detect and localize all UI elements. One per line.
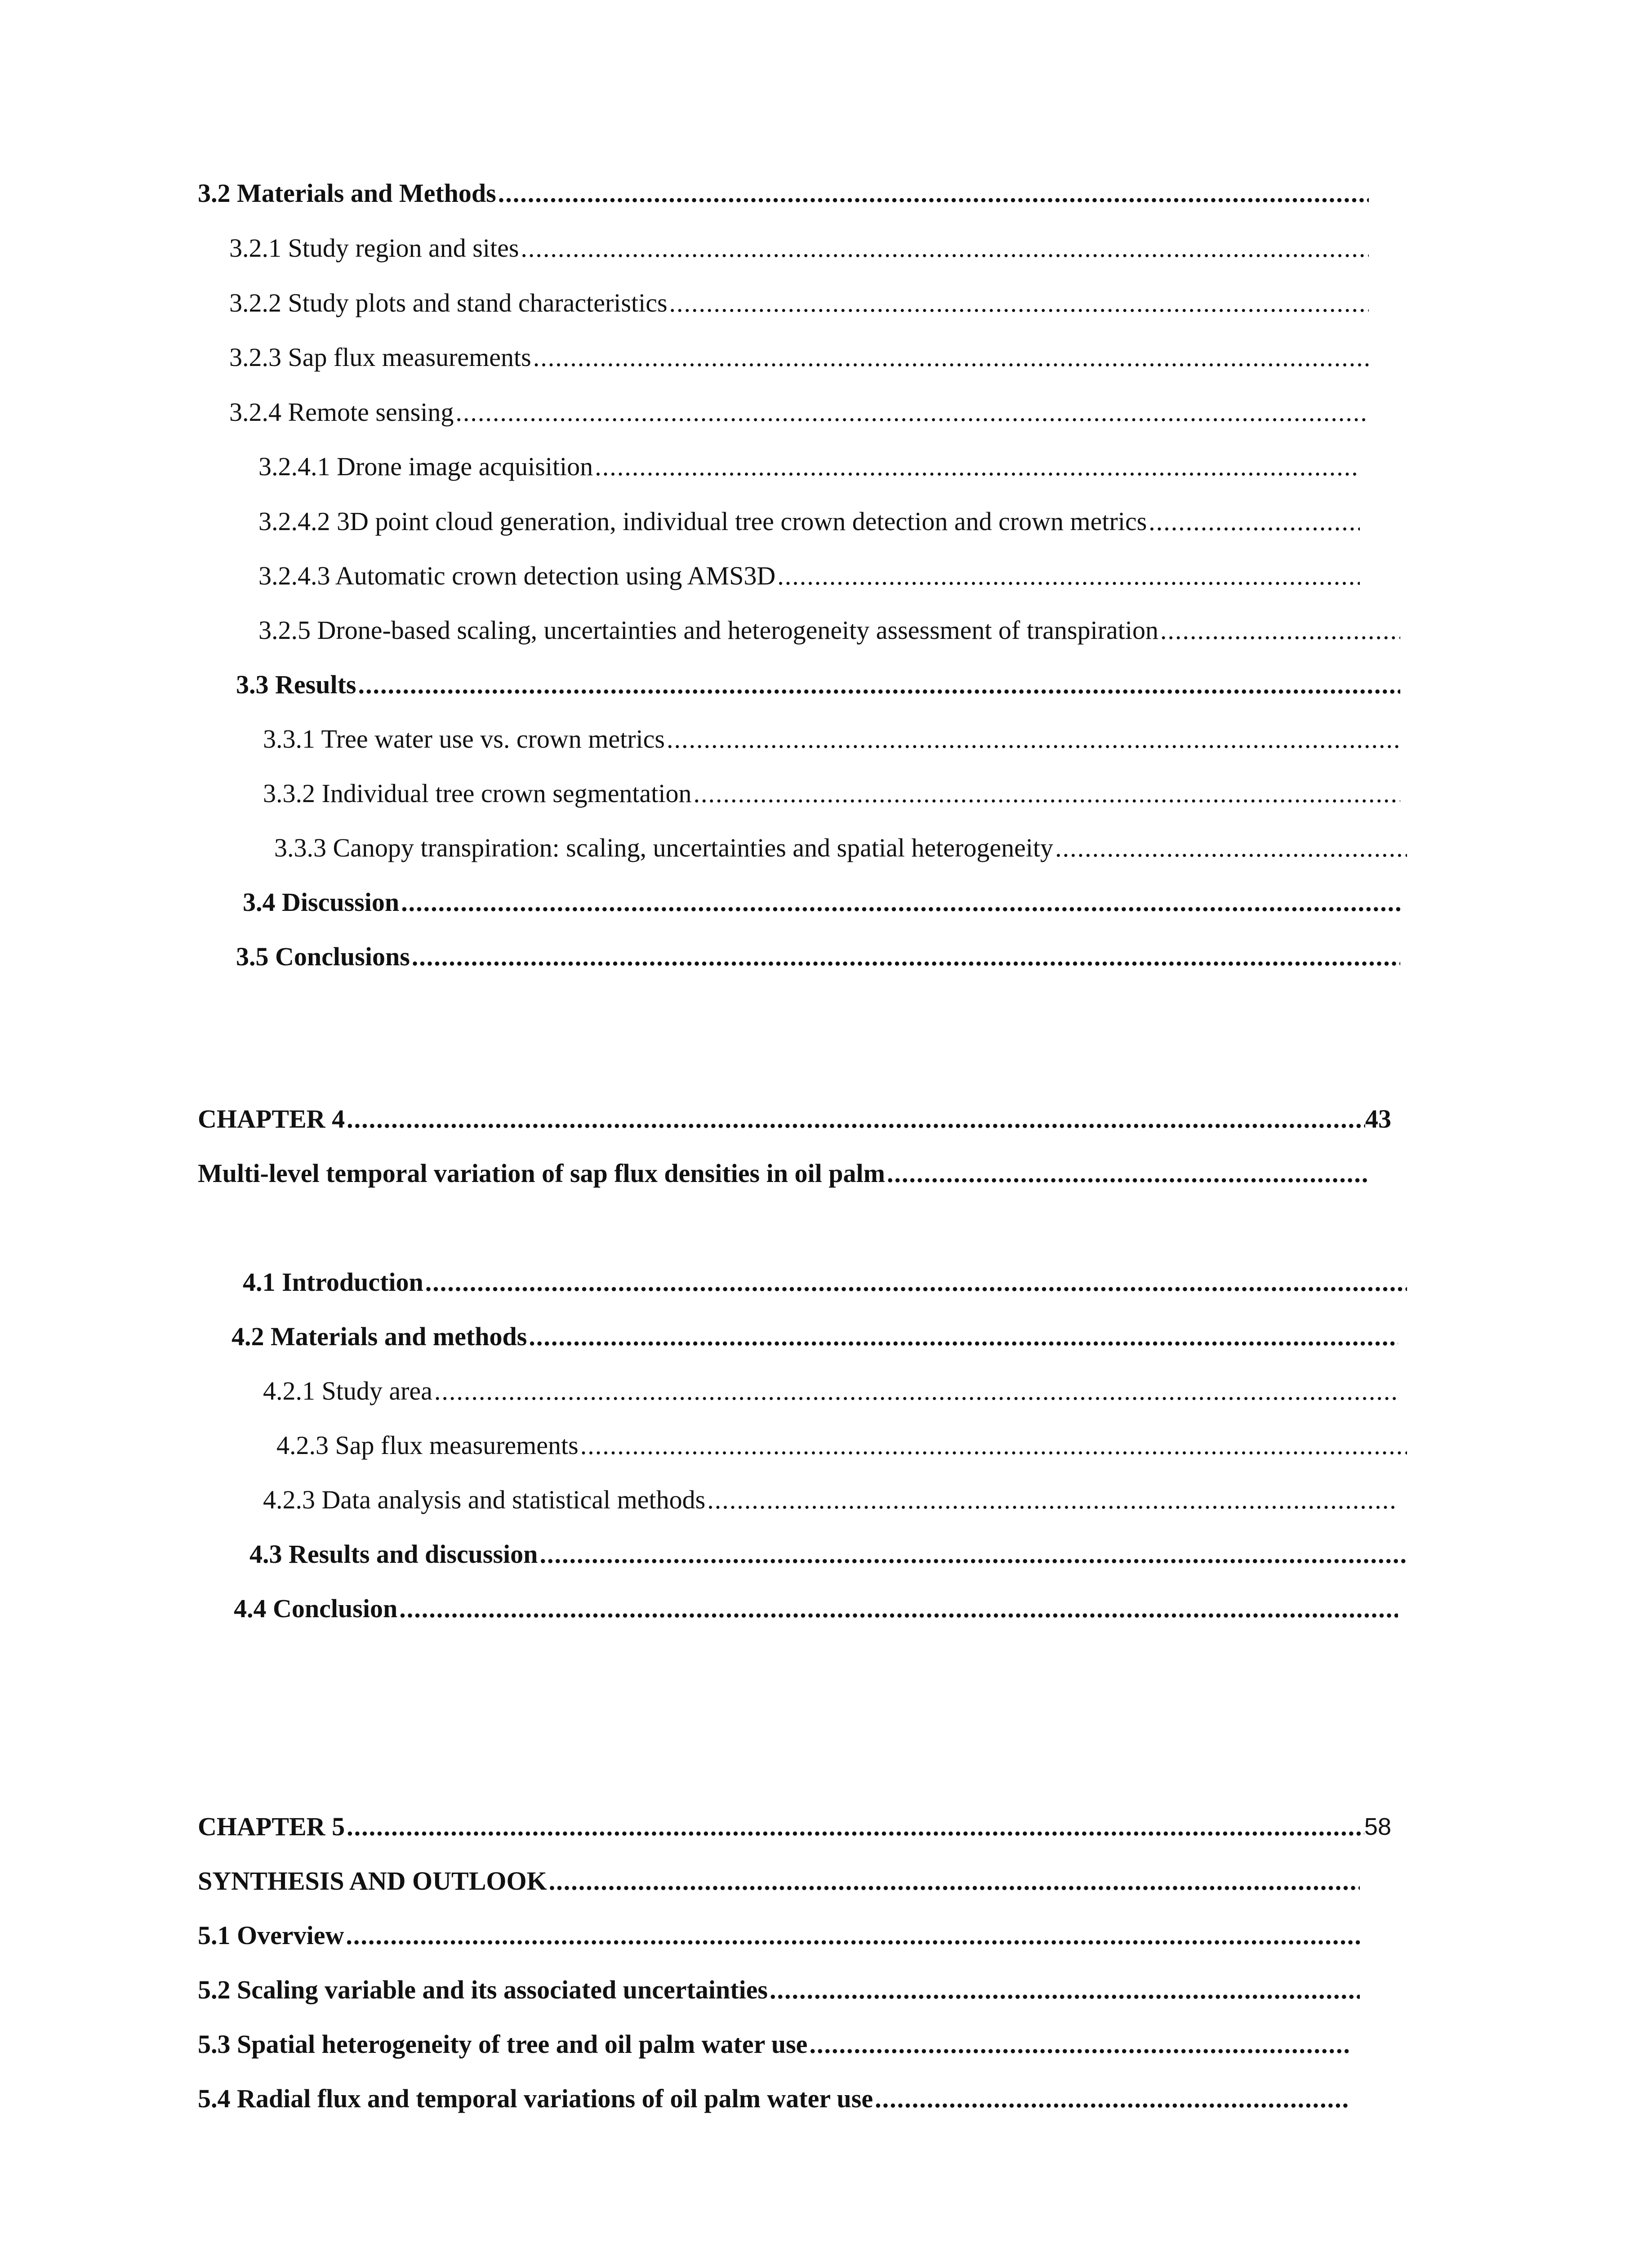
toc-entry-title: 3.2.4.1 Drone image acquisition <box>258 452 593 481</box>
toc-entry <box>198 1972 1360 2008</box>
dot-leader <box>669 285 1369 321</box>
toc-entry <box>229 230 1369 266</box>
toc-entry <box>198 1863 1360 1899</box>
toc-entry <box>236 667 1400 703</box>
dot-leader <box>694 776 1400 812</box>
dot-leader <box>1160 612 1400 648</box>
dot-leader <box>777 558 1360 594</box>
dot-leader <box>399 1591 1398 1627</box>
toc-entry-title: 4.3 Results and discussion <box>249 1539 538 1569</box>
toc-entry-title: 3.3 Results <box>236 670 356 699</box>
toc-entry <box>258 449 1360 485</box>
toc-entry-title: SYNTHESIS AND OUTLOOK <box>198 1866 547 1896</box>
toc-entry-title: 3.4 Discussion <box>243 888 400 917</box>
dot-leader <box>707 1482 1398 1518</box>
toc-entry-title: 3.2.3 Sap flux measurements <box>229 343 531 372</box>
toc-entry <box>198 1101 1391 1137</box>
toc-entry-title: 3.2 Materials and Methods <box>198 178 496 208</box>
dot-leader <box>346 1918 1360 1954</box>
toc-entry <box>263 1482 1398 1518</box>
toc-entry <box>234 1591 1398 1627</box>
toc-entry-title: 3.3.1 Tree water use vs. crown metrics <box>263 724 665 754</box>
dot-leader <box>358 667 1400 703</box>
toc-entry-title: 4.4 Conclusion <box>234 1594 398 1623</box>
toc-entry-title: 3.2.4 Remote sensing <box>229 397 454 427</box>
toc-entry-title: 3.2.1 Study region and sites <box>229 233 519 263</box>
dot-leader <box>1149 504 1360 540</box>
dot-leader <box>498 175 1369 211</box>
toc-entry-title: 3.3.3 Canopy transpiration: scaling, uncertainties and spatial heterogeneity <box>274 833 1054 862</box>
toc-entry-title: CHAPTER 4 <box>198 1104 345 1133</box>
toc-entry-title: 5.4 Radial flux and temporal variations of oil palm water use <box>198 2084 873 2113</box>
toc-entry <box>274 830 1407 866</box>
toc-entry <box>198 2026 1349 2062</box>
dot-leader <box>549 1863 1360 1899</box>
toc-entry-title: 3.3.2 Individual tree crown segmentation <box>263 779 692 808</box>
toc-entry <box>198 1809 1391 1845</box>
dot-leader <box>539 1536 1407 1572</box>
dot-leader <box>347 1809 1364 1845</box>
dot-leader <box>401 884 1400 920</box>
dot-leader <box>667 721 1400 757</box>
dot-leader <box>1055 830 1407 866</box>
toc-entry-title: 5.1 Overview <box>198 1921 344 1950</box>
toc-entry <box>229 394 1369 430</box>
toc-entry-title: 4.2.3 Sap flux measurements <box>276 1431 579 1460</box>
dot-leader <box>770 1972 1360 2008</box>
toc-entry-title: CHAPTER 5 <box>198 1812 345 1841</box>
toc-entry-page-number: 43 <box>1365 1104 1391 1133</box>
toc-entry <box>276 1427 1407 1463</box>
toc-entry <box>229 285 1369 321</box>
toc-entry <box>249 1536 1407 1572</box>
toc-entry-title: 4.2.1 Study area <box>263 1376 432 1405</box>
toc-entry-title: 4.2.3 Data analysis and statistical methods <box>263 1485 706 1514</box>
dot-leader <box>412 939 1400 975</box>
dot-leader <box>875 2081 1349 2117</box>
toc-entry <box>243 884 1400 920</box>
toc-entry <box>198 175 1369 211</box>
toc-entry-title: 5.2 Scaling variable and its associated uncertainties <box>198 1975 768 2004</box>
toc-entry <box>263 776 1400 812</box>
dot-leader <box>533 339 1369 375</box>
toc-entry <box>229 339 1369 375</box>
toc-entry <box>258 612 1400 648</box>
toc-entry <box>263 1373 1398 1409</box>
toc-entry-title: Multi-level temporal variation of sap flux densities in oil palm <box>198 1159 885 1188</box>
toc-entry <box>236 939 1400 975</box>
toc-entry <box>258 558 1360 594</box>
toc-entry-title: 4.2 Materials and methods <box>232 1322 527 1351</box>
dot-leader <box>529 1319 1398 1355</box>
toc-entry <box>198 2081 1349 2117</box>
toc-entry-title: 4.1 Introduction <box>243 1267 423 1297</box>
dot-leader <box>887 1155 1369 1191</box>
toc-entry <box>198 1155 1369 1191</box>
toc-entry <box>243 1264 1407 1300</box>
dot-leader <box>455 394 1369 430</box>
toc-entry-title: 3.5 Conclusions <box>236 942 410 971</box>
toc-entry-title: 3.2.2 Study plots and stand characteristics <box>229 288 668 317</box>
dot-leader <box>425 1264 1407 1300</box>
toc-entry <box>198 1918 1360 1954</box>
dot-leader <box>595 449 1360 485</box>
toc-entry-title: 3.2.4.2 3D point cloud generation, individual tree crown detection and crown metrics <box>258 507 1147 536</box>
toc-entry <box>232 1319 1398 1355</box>
toc-entry-page-number: 58 <box>1364 1813 1391 1840</box>
dot-leader <box>809 2026 1349 2062</box>
toc-entry-title: 5.3 Spatial heterogeneity of tree and oil palm water use <box>198 2029 808 2059</box>
dot-leader <box>580 1427 1407 1463</box>
toc-entry <box>263 721 1400 757</box>
dot-leader <box>434 1373 1398 1409</box>
dot-leader <box>347 1101 1365 1137</box>
toc-entry-title: 3.2.5 Drone-based scaling, uncertainties and heterogeneity assessment of transpiration <box>258 616 1158 645</box>
toc-entry <box>258 504 1360 540</box>
toc-entry-title: 3.2.4.3 Automatic crown detection using AMS3D <box>258 561 776 590</box>
dot-leader <box>521 230 1369 266</box>
